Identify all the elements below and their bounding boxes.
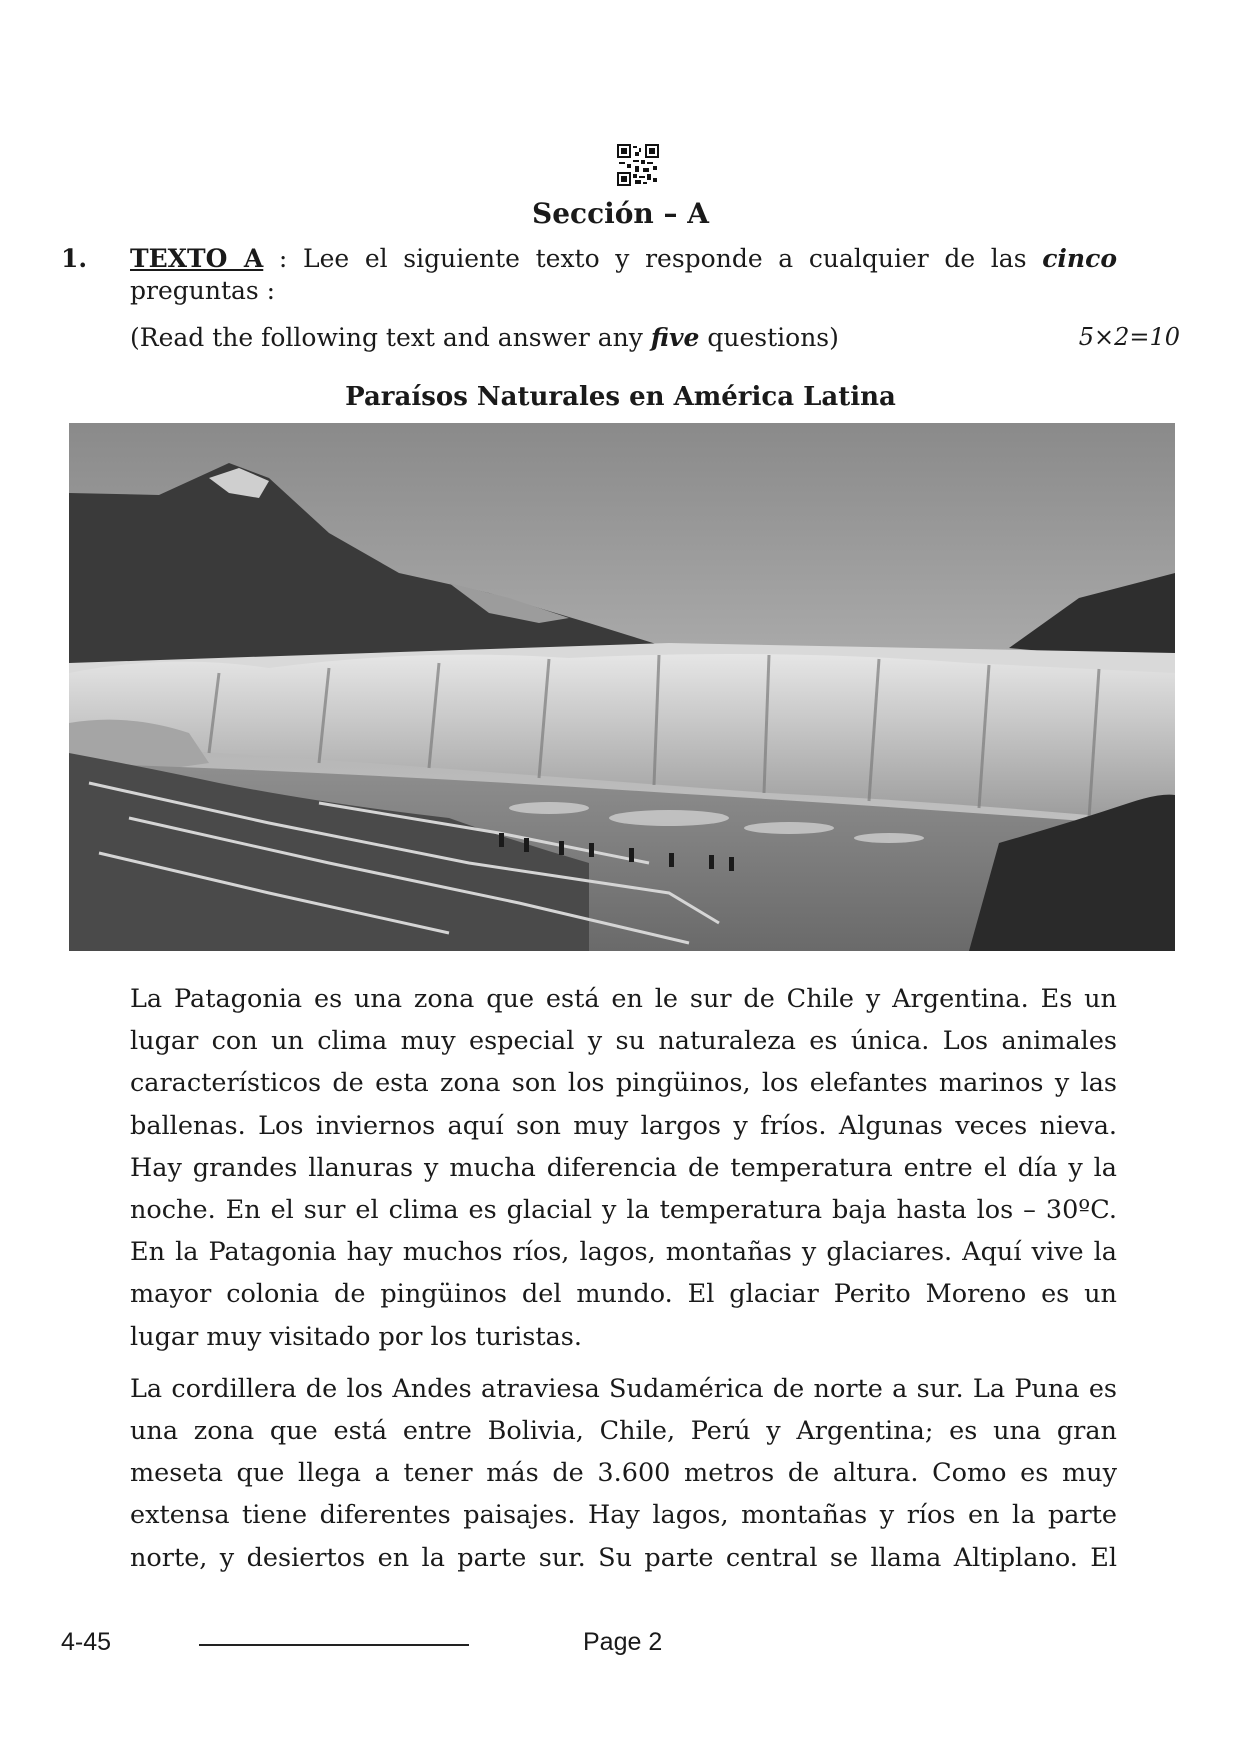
question-label: TEXTO A xyxy=(130,244,264,273)
instruction-en-text: (Read the following text and answer any xyxy=(130,323,651,352)
instruction-es-text: : Lee el siguiente texto y responde a cualquier de las xyxy=(263,244,1043,273)
paragraph-1: La Patagonia es una zona que está en le sur de Chile y Argentina. Es un lugar con un clima muy especial y su naturaleza es única. Los animales característicos de esta zona son los pingüinos, los elefantes marinos y las ballenas. Los inviernos aquí son muy largos y fríos. Algunas veces nieva. Hay grandes llanuras y mucha diferencia de temperatura entre el día y la noche. En el sur el clima es glacial y la temperatura baja hasta los – 30ºC. En la Patagonia hay muchos ríos, lagos, montañas y glaciares. Aquí vive la mayor colonia de pingüinos del mundo. El glaciar Perito Moreno es un lugar muy visitado por los turistas. xyxy=(130,984,1117,1352)
text-title: Paraísos Naturales en América Latina xyxy=(345,382,896,412)
instruction-es-emphasis: cinco xyxy=(1042,244,1117,273)
footer-code: 4-45 xyxy=(61,1628,112,1656)
section-title: Sección – A xyxy=(531,197,710,230)
paragraph-2: La cordillera de los Andes atraviesa Sudamérica de norte a sur. La Puna es una zona que está entre Bolivia, Chile, Perú y Argentina; es una gran meseta que llega a tener más de 3.600 metros de altura. Como es muy extensa tiene diferentes paisajes. Hay lagos, montañas y ríos en la parte norte, y desiertos en la parte sur. Su parte central se llama Altiplano. El xyxy=(130,1373,1117,1573)
footer-divider xyxy=(199,1644,469,1646)
instruction-en-text-end: questions) xyxy=(699,323,839,352)
question-instruction-english xyxy=(130,323,839,352)
glacier-photo xyxy=(69,423,1175,951)
reading-text xyxy=(130,978,1117,1589)
qr-code-icon xyxy=(617,144,659,186)
page-number: Page 2 xyxy=(583,1628,663,1656)
instruction-en-emphasis: five xyxy=(650,323,700,352)
instruction-es-continuation: preguntas : xyxy=(130,276,276,305)
question-instruction-spanish xyxy=(130,244,1117,273)
question-number: 1. xyxy=(61,244,88,273)
question-marks: 5×2=10 xyxy=(1078,323,1180,351)
